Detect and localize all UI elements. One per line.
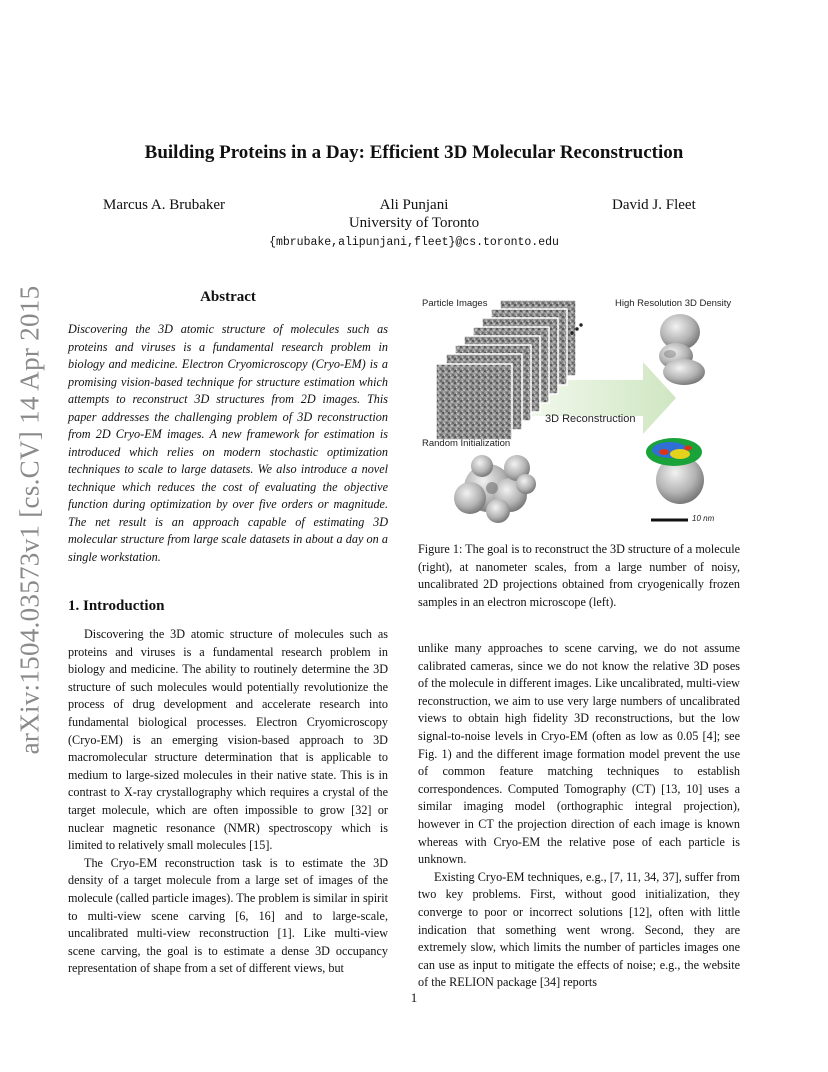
colored-density-model <box>646 438 704 504</box>
figure-1 <box>418 292 740 532</box>
label-particle-images: Particle Images <box>422 298 488 309</box>
author-brubaker: Marcus A. Brubaker <box>103 197 226 213</box>
intro-paragraph-1: Discovering the 3D atomic structure of molecules such as proteins and viruses is a fundamental research problem in biology and medicine. The ability to routinely determine the 3D structure of such molecules would potentially revolutionize the process of drug development and accelerate research into fundamental biological processes. Electron Cryomicroscopy (Cryo-EM) is an emerging vision-based approach to 3D macromolecular structure determination that is applicable to medium to large-sized molecules in their native state. This is in contrast to X-ray crystallography which requires a crystal of the target molecule, which are often impossible to grow [32] or nuclear magnetic resonance (NMR) spectroscopy which is limited to relatively small molecules [15]. <box>68 627 388 853</box>
arxiv-identifier[interactable]: arXiv:1504.03573v1 [cs.CV] 14 Apr 2015 <box>14 285 45 755</box>
page-number: 1 <box>410 990 418 1005</box>
label-scale: 10 nm <box>692 514 715 523</box>
author-fleet: David J. Fleet <box>612 197 696 213</box>
paper-title: Building Proteins in a Day: Efficient 3D Molecular Reconstruction <box>144 142 684 163</box>
label-random-initialization: Random Initialization <box>422 438 511 449</box>
high-resolution-density-model <box>659 314 705 385</box>
abstract-heading: Abstract <box>200 289 256 305</box>
random-initialization-blob <box>454 455 536 523</box>
affiliation: University of Toronto <box>348 215 480 231</box>
author-punjani: Ali Punjani <box>379 197 449 213</box>
intro-paragraph-2: The Cryo-EM reconstruction task is to estimate the 3D density of a target molecule from a large set of images of the molecule (called particle images). The problem is similar in spirit to multi-view scene carving [6, 16] and to large-scale, uncalibrated multi-view reconstruction [1]. Like multi-view scene carving, the goal is to estimate a dense 3D occupancy representation of shape from a set of different views, but <box>68 855 388 976</box>
author-email: {mbrubake,alipunjani,fleet}@cs.toronto.edu <box>269 236 559 249</box>
label-high-resolution-density: High Resolution 3D Density <box>615 298 732 309</box>
figure-1-caption: Figure 1: The goal is to reconstruct the 3D structure of a molecule (right), at nanometer scales, from a large number of noisy, uncalibrated 2D projections obtained from cryogenically frozen samples in an electron microscope (left). <box>418 542 740 609</box>
abstract-text: Discovering the 3D atomic structure of molecules such as proteins and viruses is a fundamental research problem in biology and medicine. Electron Cryomicroscopy (Cryo-EM) is a promising vision-based technique for structure estimation which attempts to reconstruct 3D structures from 2D images. This paper addresses the challenging problem of 3D reconstruction from 2D Cryo-EM images. A new framework for estimation is introduced which relies on modern stochastic optimization techniques to scale to large datasets. We also introduce a novel technique which reduces the cost of evaluating the objective function during optimization by over five orders or magnitude. The net result is an approach capable of estimating 3D molecular structure from large scale datasets in about a day on a single workstation. <box>68 322 388 564</box>
left-column-body <box>68 626 388 978</box>
figure-1-illustration <box>418 292 740 532</box>
intro-paragraph-3: unlike many approaches to scene carving, we do not assume calibrated cameras, since we do not know the relative 3D poses of the molecule in different images. Like uncalibrated, multi-view reconstruction, we aim to use very large numbers of uncalibrated views to obtain high fidelity 3D reconstructions, but the low signal-to-noise levels in Cryo-EM (often as low as 0.05 [4]; see Fig. 1) and the different image formation model prevent the use of common feature matching techniques to establish correspondences. Computed Tomography (CT) [13, 10] uses a similar imaging model (orthographic integral projection), however in CT the projection direction of each image is known whereas with Cryo-EM the relative pose of each particle is unknown. <box>418 641 740 867</box>
arxiv-sidebar <box>8 285 52 755</box>
section-heading-introduction: 1. Introduction <box>68 598 165 614</box>
label-3d-reconstruction: 3D Reconstruction <box>545 413 636 425</box>
right-column-body <box>418 640 740 992</box>
intro-paragraph-4: Existing Cryo-EM techniques, e.g., [7, 11, 34, 37], suffer from two key problems. First, without good initialization, they converge to poor or incorrect solutions [12], often with little indication that something went wrong. Second, they are extremely slow, which limits the number of particles images one can use as input to mitigate the effects of noise; e.g., the website of the RELION package [34] reports <box>418 869 740 990</box>
